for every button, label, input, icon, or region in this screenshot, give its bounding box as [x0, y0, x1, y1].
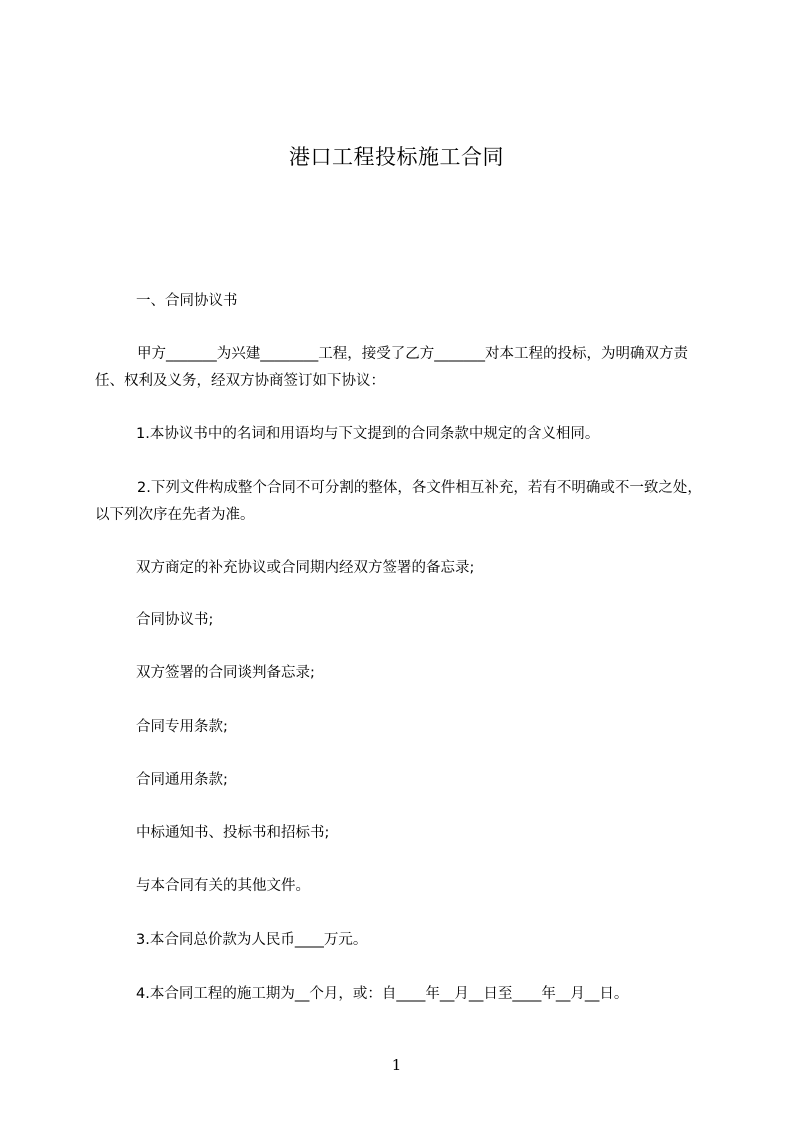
paragraph-clause-3: 3.本合同总价款为人民币____万元。 — [136, 932, 368, 948]
paragraph-clause-4: 4.本合同工程的施工期为__个月，或：自____年__月__日至____年__月__日。 — [136, 986, 629, 1002]
list-item: 合同通用条款; — [136, 772, 228, 788]
list-item: 双方签署的合同谈判备忘录; — [136, 665, 315, 681]
paragraph-clause-1: 1.本协议书中的名词和用语均与下文提到的合同条款中规定的含义相同。 — [136, 426, 600, 442]
paragraph-clause-2: 2.下列文件构成整个合同不可分割的整体，各文件相互补充，若有不明确或不一致之处，以下列次序在先者为准。 — [95, 480, 702, 523]
list-item: 合同协议书; — [136, 612, 214, 628]
list-item: 双方商定的补充协议或合同期内经双方签署的备忘录; — [136, 560, 475, 576]
list-item: 合同专用条款; — [136, 719, 228, 735]
paragraph-intro: 甲方_______为兴建________工程，接受了乙方_______对本工程的投标，为明确双方责任、权利及义务，经双方协商签订如下协议： — [95, 346, 688, 389]
list-item: 中标通知书、投标书和招标书; — [136, 825, 330, 841]
section-heading: 一、合同协议书 — [136, 293, 238, 309]
page-number: 1 — [391, 1056, 402, 1074]
list-item: 与本合同有关的其他文件。 — [136, 878, 310, 894]
document-title: 港口工程投标施工合同 — [289, 145, 504, 169]
